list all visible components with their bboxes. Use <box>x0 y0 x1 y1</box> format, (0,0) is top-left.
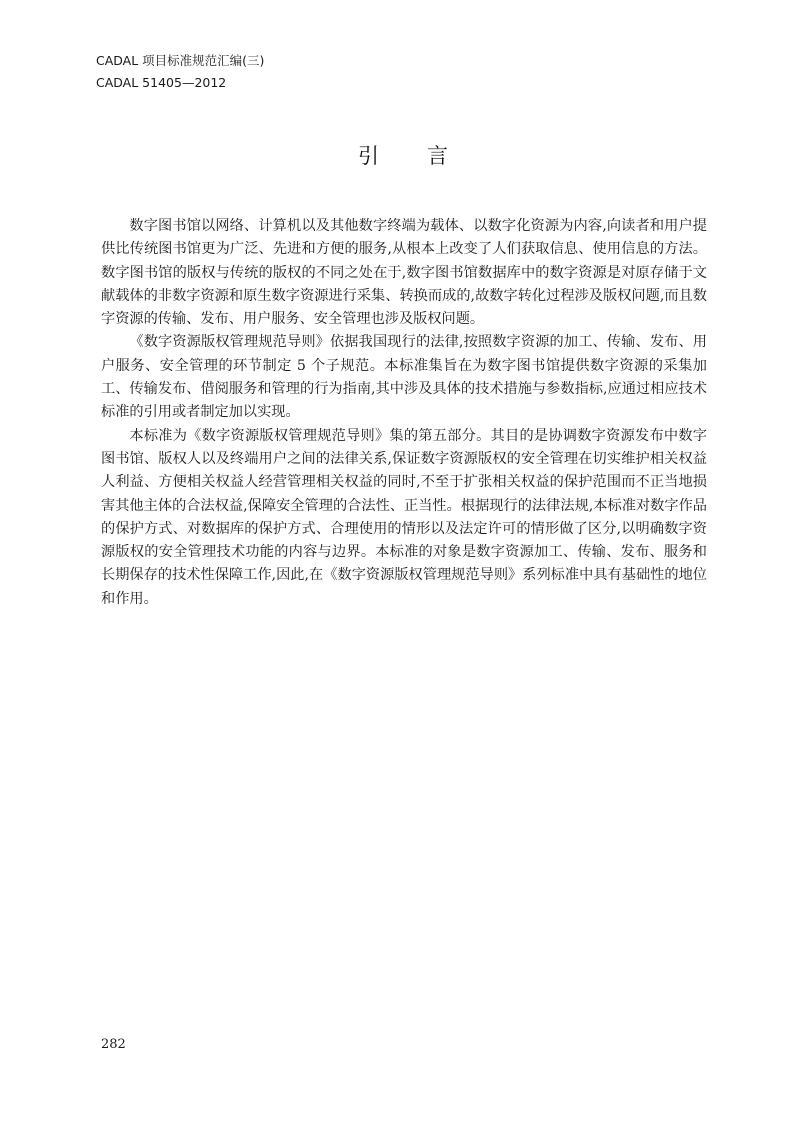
paragraph: 数字图书馆以网络、计算机以及其他数字终端为载体、以数字化资源为内容,向读者和用户提供比传统图书馆更为广泛、先进和方便的服务,从根本上改变了人们获取信息、使用信息的方法。数字图书馆的版权与传统的版权的不同之处在于,数字图书馆数据库中的数字资源是对原存储于文献载体的非数字资源和原生数字资源进行采集、转换而成的,故数字转化过程涉及版权问题,而且数字资源的传输、发布、用户服务、安全管理也涉及版权问题。 <box>101 218 707 328</box>
series-title: CADAL 项目标准规范汇编(三) <box>96 53 265 68</box>
running-header <box>96 50 264 94</box>
paragraph: 《数字资源版权管理规范导则》依据我国现行的法律,按照数字资源的加工、传输、发布、用户服务、安全管理的环节制定 5 个子规范。本标准集旨在为数字图书馆提供数字资源的采集加工、传输发布、借阅服务和管理的行为指南,其中涉及具体的技术措施与参数指标,应通过相应技术标准的引用或者制定加以实现。 <box>101 334 707 421</box>
section-title: 引言 <box>358 144 496 168</box>
standard-code: CADAL 51405—2012 <box>96 75 227 90</box>
page-number: 282 <box>101 1037 126 1052</box>
introduction-body <box>101 215 707 611</box>
paragraph: 本标准为《数字资源版权管理规范导则》集的第五部分。其目的是协调数字资源发布中数字图书馆、版权人以及终端用户之间的法律关系,保证数字资源版权的安全管理在切实维护相关权益人利益、方便相关权益人经营管理相关权益的同时,不至于扩张相关权益的保护范围而不正当地损害其他主体的合法权益,保障安全管理的合法性、正当性。根据现行的法律法规,本标准对数字作品的保护方式、对数据库的保护方式、合理使用的情形以及法定许可的情形做了区分,以明确数字资源版权的安全管理技术功能的内容与边界。本标准的对象是数字资源加工、传输、发布、服务和长期保存的技术性保障工作,因此,在《数字资源版权管理规范导则》系列标准中具有基础性的地位和作用。 <box>101 427 707 607</box>
